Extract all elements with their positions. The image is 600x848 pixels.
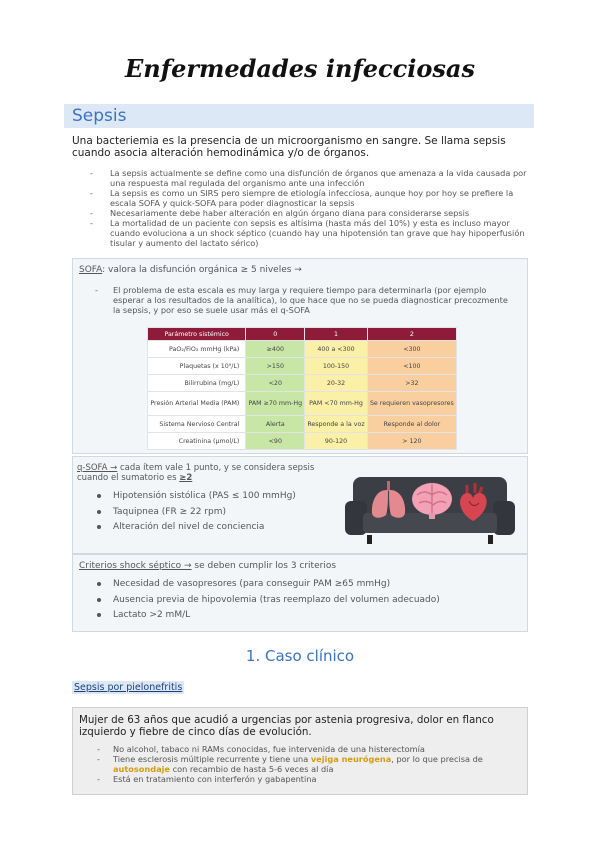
list-item: Necesidad de vasopresores (para conseguir PAM ≥65 mmHg) bbox=[95, 579, 440, 595]
qsofa-box bbox=[72, 456, 528, 554]
section-heading-sepsis: Sepsis bbox=[64, 104, 534, 128]
table-cell: 400 a <300 bbox=[305, 341, 368, 358]
highlight-autosondaje: autosondaje bbox=[113, 764, 170, 774]
table-cell: PAM <70 mm-Hg bbox=[305, 392, 368, 416]
table-cell: 100-150 bbox=[305, 358, 368, 375]
intro-bullet: - La mortalidad de un paciente con sepsis es altísima (hasta más del 10%) y esta es incluso mayor cuando evoluciona a un shock séptico (cuando hay una hipotensión tan grave que hay hipoperfusión tisular y aumento del lactato sérico) bbox=[88, 218, 538, 248]
table-cell: Presión Arterial Media (PAM) bbox=[148, 392, 246, 416]
table-header-cell: 0 bbox=[246, 328, 305, 341]
table-cell: 20-32 bbox=[305, 375, 368, 392]
sofa-leg-icon bbox=[367, 535, 372, 544]
table-cell: Responde al dolor bbox=[367, 416, 456, 433]
table-row bbox=[148, 433, 457, 450]
sofa-heading-text: : valora la disfunción orgánica ≥ 5 niveles → bbox=[102, 265, 302, 275]
table-row bbox=[148, 392, 457, 416]
table-cell: > 120 bbox=[367, 433, 456, 450]
table-cell: ≥400 bbox=[246, 341, 305, 358]
list-item: - Está en tratamiento con interferón y gabapentina bbox=[95, 774, 515, 784]
table-header-cell: 1 bbox=[305, 328, 368, 341]
sofa-note: - El problema de esta escala es muy larga y requiere tiempo para determinarla (por ejemplo esperar a los resultados de la analítica), lo que hace que no se pueda diagnosticar precozmente la sepsis, y por eso se suele usar más el q-SOFA bbox=[95, 285, 515, 315]
list-item: Taquipnea (FR ≥ 22 rpm) bbox=[95, 507, 296, 523]
list-item: - No alcohol, tabaco ni RAMs conocidas, fue intervenida de una histerectomía bbox=[95, 744, 515, 754]
qsofa-link[interactable]: q-SOFA → bbox=[77, 463, 118, 473]
table-header-cell: 2 bbox=[367, 328, 456, 341]
section-heading-caso-clinico: 1. Caso clínico bbox=[245, 647, 355, 665]
table-row bbox=[148, 416, 457, 433]
shock-criteria-box bbox=[72, 554, 528, 632]
table-header-cell: Parámetro sistémico bbox=[148, 328, 246, 341]
table-cell: PaO₂/FiO₂ mmHg (kPa) bbox=[148, 341, 246, 358]
qsofa-heading bbox=[77, 463, 327, 483]
shock-link[interactable]: Criterios shock séptico → bbox=[79, 561, 192, 571]
case-text: con recambio de hasta 5-6 veces al día bbox=[169, 764, 334, 774]
sofa-leg-icon bbox=[488, 535, 493, 544]
table-cell: Plaquetas (x 10⁹/L) bbox=[148, 358, 246, 375]
qsofa-heading-text: cada ítem vale 1 punto, y se considera sepsis cuando el sumatorio es bbox=[77, 463, 315, 483]
case-text: Tiene esclerosis múltiple recurrente y tiene una bbox=[113, 754, 311, 764]
intro-bullet: - La sepsis actualmente se define como una disfunción de órganos que amenaza a la vida causada por una respuesta mal regulada del organismo ante una infección bbox=[88, 168, 538, 188]
page-title: Enfermedades infecciosas bbox=[125, 54, 475, 83]
intro-bullet-list bbox=[88, 168, 538, 248]
qsofa-threshold: ≥2 bbox=[179, 473, 193, 483]
table-cell: <300 bbox=[367, 341, 456, 358]
table-cell: <100 bbox=[367, 358, 456, 375]
case-box bbox=[72, 707, 528, 795]
case-lead: Mujer de 63 años que acudió a urgencias por astenia progresiva, dolor en flanco izquierdo y fiebre de cinco días de evolución. bbox=[79, 714, 494, 738]
table-cell: Sistema Nervioso Central bbox=[148, 416, 246, 433]
table-cell: Bilirrubina (mg/L) bbox=[148, 375, 246, 392]
table-row bbox=[148, 375, 457, 392]
highlight-vejiga: vejiga neurógena bbox=[310, 754, 392, 764]
case-bullet-list bbox=[95, 744, 515, 784]
shock-criteria-list bbox=[95, 579, 440, 626]
sofa-heading bbox=[79, 265, 302, 275]
table-row bbox=[148, 341, 457, 358]
table-cell: 90-120 bbox=[305, 433, 368, 450]
sofa-box bbox=[72, 258, 528, 454]
table-header-row bbox=[148, 328, 457, 341]
list-item: Ausencia previa de hipovolemia (tras reemplazo del volumen adecuado) bbox=[95, 595, 440, 611]
table-cell: >150 bbox=[246, 358, 305, 375]
table-cell: <20 bbox=[246, 375, 305, 392]
table-cell: >32 bbox=[367, 375, 456, 392]
intro-paragraph: Una bacteriemia es la presencia de un microorganismo en sangre. Se llama sepsis cuando asocia alteración hemodinámica y/o de órganos. bbox=[72, 135, 506, 159]
table-cell: Alerta bbox=[246, 416, 305, 433]
sofa-organs-illustration bbox=[345, 463, 515, 551]
table-row bbox=[148, 358, 457, 375]
table-cell: <90 bbox=[246, 433, 305, 450]
list-item: Alteración del nivel de conciencia bbox=[95, 522, 296, 538]
shock-heading-text: se deben cumplir los 3 criterios bbox=[191, 561, 337, 571]
sofa-table bbox=[147, 327, 457, 450]
intro-bullet: - Necesariamente debe haber alteración en algún órgano diana para considerarse sepsis bbox=[88, 208, 538, 218]
subheading-pielonefritis[interactable]: Sepsis por pielonefritis bbox=[74, 682, 183, 693]
table-cell: PAM ≥70 mm-Hg bbox=[246, 392, 305, 416]
intro-bullet: - La sepsis es como un SIRS pero siempre de etiología infecciosa, aunque hoy por hoy se prefiere la escala SOFA y quick-SOFA para poder diagnosticar la sepsis bbox=[88, 188, 538, 208]
table-cell: Creatinina (µmol/L) bbox=[148, 433, 246, 450]
shock-heading bbox=[79, 561, 336, 571]
table-cell: Se requieren vasopresores bbox=[367, 392, 456, 416]
sofa-link[interactable]: SOFA bbox=[79, 265, 103, 275]
list-item: Lactato >2 mM/L bbox=[95, 610, 440, 626]
qsofa-criteria-list bbox=[95, 491, 296, 538]
case-text: , por lo que precisa de bbox=[391, 754, 483, 764]
table-cell: Responde a la voz bbox=[305, 416, 368, 433]
list-item: Hipotensión sistólica (PAS ≤ 100 mmHg) bbox=[95, 491, 296, 507]
list-item bbox=[95, 754, 515, 774]
